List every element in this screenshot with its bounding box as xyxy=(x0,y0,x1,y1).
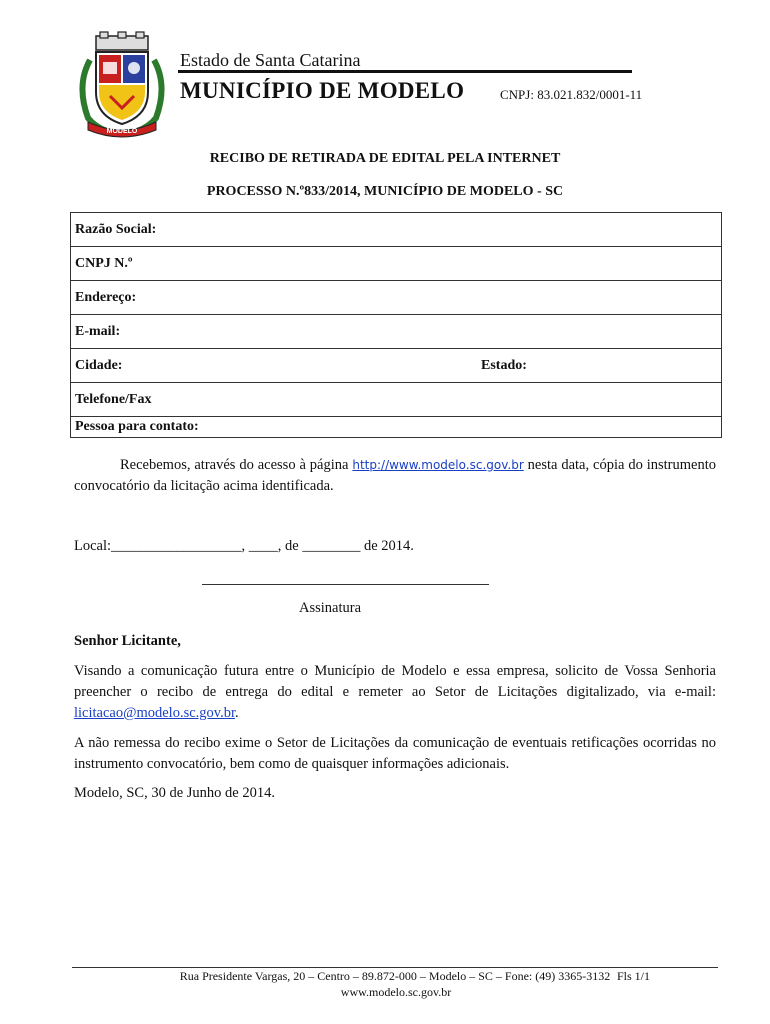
form-row-endereco[interactable] xyxy=(71,281,722,315)
request-paragraph: Visando a comunicação futura entre o Município de Modelo e essa empresa, solicito de Vossa Senhoria preencher o recibo de entrega do edital e remeter ao Setor de Licitações digitalizado, via e-mail: licitacao@modelo.sc.gov.br. xyxy=(74,663,716,721)
footer-divider xyxy=(72,967,718,968)
local-date-line: Local:__________________, ____, de ________ de 2014. xyxy=(74,538,414,554)
cnpj-field[interactable]: CNPJ N.º xyxy=(71,247,722,281)
form-row-cnpj[interactable] xyxy=(71,247,722,281)
footer-sheet-number: Fls 1/1 xyxy=(617,969,651,983)
bidder-info-form xyxy=(70,212,722,438)
cidade-label: Cidade: xyxy=(75,357,123,373)
razao-social-field[interactable]: Razão Social: xyxy=(71,213,722,247)
issue-date: Modelo, SC, 30 de Junho de 2014. xyxy=(74,785,275,801)
signature-line xyxy=(202,584,489,585)
municipality-cnpj: CNPJ: 83.021.832/0001-11 xyxy=(500,87,643,102)
state-name: Estado de Santa Catarina xyxy=(180,50,361,70)
email-field[interactable]: E-mail: xyxy=(71,315,722,349)
endereco-field[interactable]: Endereço: xyxy=(71,281,722,315)
footer-website: www.modelo.sc.gov.br xyxy=(340,985,452,999)
form-row-razao-social[interactable] xyxy=(71,213,722,247)
process-title: PROCESSO N.º833/2014, MUNICÍPIO DE MODELO - SC xyxy=(206,184,564,199)
salutation: Senhor Licitante, xyxy=(74,633,181,649)
document-title: RECIBO DE RETIRADA DE EDITAL PELA INTERNET xyxy=(209,151,561,166)
municipal-coat-of-arms-icon xyxy=(72,30,172,140)
form-row-contato[interactable] xyxy=(71,417,722,438)
header-divider xyxy=(178,70,632,73)
form-row-telefone[interactable] xyxy=(71,383,722,417)
email-link[interactable]: licitacao@modelo.sc.gov.br xyxy=(74,705,235,721)
footer-address: Rua Presidente Vargas, 20 – Centro – 89.872-000 – Modelo – SC – Fone: (49) 3365-3132 xyxy=(179,969,611,983)
crest-motto: MODELO xyxy=(106,128,138,135)
form-row-email[interactable] xyxy=(71,315,722,349)
signature-label: Assinatura xyxy=(299,600,362,616)
disclaimer-paragraph: A não remessa do recibo exime o Setor de Licitações da comunicação de eventuais retificações ocorridas no instrumento convocatório, bem como de quaisquer informações adicionais. xyxy=(74,735,716,772)
website-link[interactable]: http://www.modelo.sc.gov.br xyxy=(352,458,524,472)
estado-label: Estado: xyxy=(481,357,527,373)
form-row-cidade-estado[interactable] xyxy=(71,349,722,383)
municipality-name: MUNICÍPIO DE MODELO xyxy=(180,78,465,103)
receipt-paragraph: Recebemos, através do acesso à página http://www.modelo.sc.gov.br nesta data, cópia do instrumento convocatório da licitação acima identificada. xyxy=(74,457,716,494)
telefone-field[interactable]: Telefone/Fax xyxy=(71,383,722,417)
cidade-estado-field[interactable] xyxy=(71,349,722,383)
pessoa-contato-field[interactable]: Pessoa para contato: xyxy=(71,417,722,438)
